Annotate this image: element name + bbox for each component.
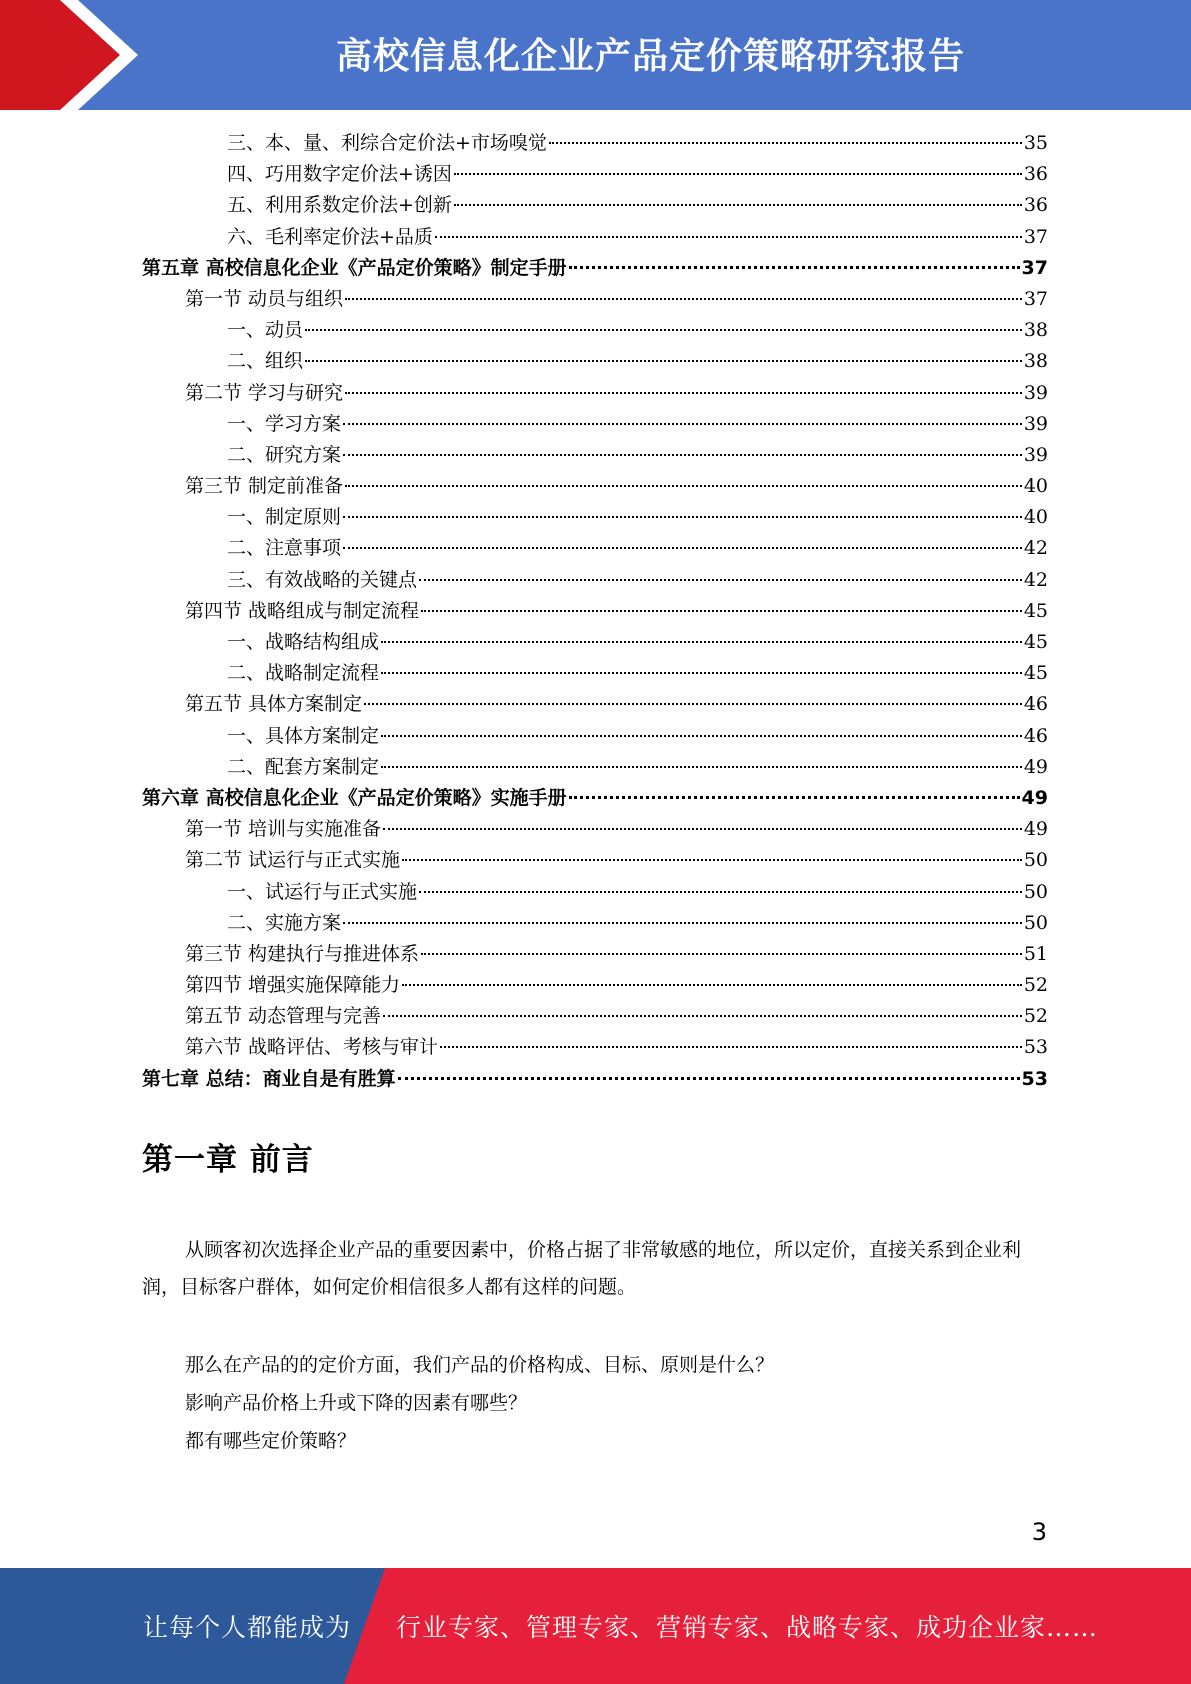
- toc-entry-page: 45: [1023, 631, 1048, 653]
- toc-entry-page: 38: [1023, 319, 1048, 342]
- toc-dot-leader: [343, 422, 1022, 425]
- toc-dot-leader: [305, 359, 1022, 362]
- toc-dot-leader: [305, 328, 1022, 331]
- toc-entry-page: 36: [1023, 163, 1048, 186]
- toc-entry[interactable]: [142, 471, 1048, 502]
- toc-entry-label: 一、具体方案制定: [227, 724, 380, 747]
- toc-entry[interactable]: [142, 845, 1048, 876]
- toc-dot-leader: [381, 765, 1022, 768]
- toc-dot-leader: [398, 1076, 1020, 1080]
- toc-entry-page: 50: [1023, 911, 1048, 934]
- toc-entry[interactable]: [142, 128, 1048, 159]
- toc-entry[interactable]: [142, 783, 1048, 814]
- toc-dot-leader: [381, 734, 1022, 737]
- question-line: 那么在产品的的定价方面，我们产品的价格构成、目标、原则是什么？: [185, 1354, 775, 1376]
- toc-entry[interactable]: [142, 1064, 1048, 1095]
- toc-dot-leader: [343, 453, 1022, 456]
- toc-entry-page: 36: [1023, 194, 1048, 217]
- toc-entry-label: 二、注意事项: [227, 537, 342, 560]
- toc-entry-label: 第七章 总结：商业自是有胜算: [142, 1067, 396, 1090]
- toc-dot-leader: [345, 391, 1022, 394]
- toc-entry[interactable]: [142, 1001, 1048, 1032]
- toc-dot-leader: [440, 1045, 1022, 1048]
- toc-entry[interactable]: [142, 939, 1048, 970]
- toc-entry-label: 一、试运行与正式实施: [227, 880, 418, 903]
- toc-dot-leader: [402, 858, 1022, 861]
- toc-entry-page: 52: [1023, 974, 1048, 997]
- toc-entry[interactable]: [142, 752, 1048, 783]
- toc-entry[interactable]: [142, 689, 1048, 720]
- toc-entry-page: 42: [1023, 568, 1048, 591]
- toc-entry-page: 35: [1023, 132, 1048, 154]
- toc-entry-page: 37: [1021, 256, 1048, 279]
- toc-entry[interactable]: [142, 222, 1048, 253]
- footer-slogan-right: 行业专家、管理专家、营销专家、战略专家、成功企业家……: [396, 1613, 1099, 1642]
- toc-dot-leader: [381, 640, 1022, 643]
- toc-dot-leader: [364, 702, 1022, 705]
- toc-entry-page: 40: [1023, 506, 1048, 529]
- toc-entry-page: 51: [1023, 942, 1048, 965]
- chapter-title: 第一章 前言: [142, 1142, 314, 1178]
- toc-entry[interactable]: [142, 596, 1048, 627]
- toc-entry-label: 一、动员: [227, 319, 304, 342]
- toc-entry[interactable]: [142, 378, 1048, 409]
- toc-dot-leader: [421, 952, 1022, 955]
- toc-entry-label: 一、制定原则: [227, 506, 342, 529]
- toc-dot-leader: [343, 921, 1022, 924]
- question-line: 影响产品价格上升或下降的因素有哪些？: [185, 1392, 528, 1414]
- toc-entry-label: 第四节 战略组成与制定流程: [185, 599, 420, 622]
- page-header: [0, 0, 1191, 110]
- toc-entry[interactable]: [142, 409, 1048, 440]
- toc-entry[interactable]: [142, 159, 1048, 190]
- toc-entry[interactable]: [142, 908, 1048, 939]
- intro-paragraph: 从顾客初次选择企业产品的重要因素中，价格占据了非常敏感的地位，所以定价，直接关系到企业利润，目标客户群体，如何定价相信很多人都有这样的问题。: [142, 1239, 1022, 1298]
- toc-entry-label: 五、利用系数定价法+创新: [227, 194, 452, 217]
- toc-entry-label: 三、有效战略的关键点: [227, 568, 418, 591]
- toc-entry[interactable]: [142, 565, 1048, 596]
- toc-dot-leader: [569, 795, 1020, 799]
- toc-entry-page: 53: [1023, 1036, 1048, 1059]
- toc-entry-page: 52: [1023, 1005, 1048, 1028]
- toc-entry-label: 第六节 战略评估、考核与审计: [185, 1036, 439, 1059]
- toc-dot-leader: [454, 172, 1022, 175]
- toc-entry[interactable]: [142, 502, 1048, 533]
- toc-entry-page: 39: [1023, 443, 1048, 466]
- toc-entry-page: 37: [1023, 225, 1048, 248]
- toc-entry-page: 53: [1021, 1067, 1048, 1090]
- toc-entry-label: 第一节 培训与实施准备: [185, 818, 382, 841]
- toc-entry-page: 37: [1023, 287, 1048, 310]
- toc-entry-label: 二、配套方案制定: [227, 755, 380, 778]
- toc-entry-label: 第二节 试运行与正式实施: [185, 849, 401, 872]
- toc-dot-leader: [343, 546, 1022, 549]
- toc-dot-leader: [402, 983, 1022, 986]
- toc-entry-label: 第二节 学习与研究: [185, 381, 344, 404]
- toc-entry-page: 39: [1023, 381, 1048, 404]
- toc-entry-page: 46: [1023, 693, 1048, 716]
- toc-entry-page: 45: [1023, 599, 1048, 622]
- toc-entry-label: 一、学习方案: [227, 412, 342, 435]
- toc-dot-leader: [421, 609, 1022, 612]
- toc-entry-page: 40: [1023, 475, 1048, 498]
- toc-entry[interactable]: [142, 440, 1048, 471]
- toc-entry-label: 第五节 具体方案制定: [185, 693, 363, 716]
- toc-entry-label: 第三节 制定前准备: [185, 475, 344, 498]
- toc-entry-page: 39: [1023, 412, 1048, 435]
- toc-entry[interactable]: [142, 346, 1048, 377]
- toc-entry[interactable]: [142, 1032, 1048, 1063]
- toc-entry[interactable]: [142, 877, 1048, 908]
- toc-entry-page: 49: [1023, 755, 1048, 778]
- toc-entry-label: 三、本、量、利综合定价法+市场嗅觉: [227, 132, 547, 154]
- table-of-contents: [142, 128, 1048, 1095]
- toc-entry[interactable]: [142, 814, 1048, 845]
- toc-entry-page: 42: [1023, 537, 1048, 560]
- toc-dot-leader: [435, 235, 1022, 238]
- toc-dot-leader: [381, 671, 1022, 674]
- toc-entry-page: 46: [1023, 724, 1048, 747]
- toc-dot-leader: [383, 827, 1022, 830]
- toc-entry-label: 第一节 动员与组织: [185, 287, 344, 310]
- toc-entry-page: 45: [1023, 662, 1048, 685]
- toc-entry[interactable]: [142, 970, 1048, 1001]
- toc-entry-page: 49: [1023, 818, 1048, 841]
- toc-entry-page: 49: [1021, 786, 1048, 809]
- toc-entry-label: 一、战略结构组成: [227, 631, 380, 653]
- toc-entry-label: 第六章 高校信息化企业《产品定价策略》实施手册: [142, 786, 567, 809]
- toc-entry-label: 二、研究方案: [227, 443, 342, 466]
- toc-dot-leader: [549, 141, 1022, 144]
- toc-dot-leader: [343, 515, 1022, 518]
- question-line: 都有哪些定价策略？: [185, 1430, 357, 1452]
- document-title: 高校信息化企业产品定价策略研究报告: [335, 36, 965, 77]
- toc-entry-page: 38: [1023, 350, 1048, 373]
- toc-entry-label: 第五章 高校信息化企业《产品定价策略》制定手册: [142, 256, 567, 279]
- toc-entry-label: 二、组织: [227, 350, 304, 373]
- toc-entry-label: 第五节 动态管理与完善: [185, 1005, 382, 1028]
- toc-entry-label: 第三节 构建执行与推进体系: [185, 942, 420, 965]
- toc-entry[interactable]: [142, 253, 1048, 284]
- toc-entry-page: 50: [1023, 849, 1048, 872]
- toc-entry-page: 50: [1023, 880, 1048, 903]
- page-number: 3: [1031, 1518, 1047, 1546]
- toc-dot-leader: [569, 265, 1020, 269]
- toc-dot-leader: [419, 578, 1022, 581]
- toc-entry[interactable]: [142, 533, 1048, 564]
- toc-entry[interactable]: [142, 190, 1048, 221]
- toc-dot-leader: [454, 203, 1022, 206]
- toc-entry-label: 二、战略制定流程: [227, 662, 380, 685]
- toc-entry-label: 二、实施方案: [227, 911, 342, 934]
- toc-entry[interactable]: [142, 658, 1048, 689]
- toc-entry[interactable]: [142, 627, 1048, 658]
- toc-entry-label: 四、巧用数字定价法+诱因: [227, 163, 452, 186]
- toc-entry[interactable]: [142, 284, 1048, 315]
- toc-dot-leader: [345, 484, 1022, 487]
- toc-dot-leader: [419, 890, 1022, 893]
- toc-entry[interactable]: [142, 721, 1048, 752]
- toc-dot-leader: [383, 1014, 1022, 1017]
- toc-entry-label: 第四节 增强实施保障能力: [185, 974, 401, 997]
- footer-slogan-left: 让每个人都能成为: [143, 1613, 352, 1642]
- page-footer: [0, 1568, 1191, 1684]
- toc-dot-leader: [345, 297, 1022, 300]
- toc-entry[interactable]: [142, 315, 1048, 346]
- toc-entry-label: 六、毛利率定价法+品质: [227, 225, 433, 248]
